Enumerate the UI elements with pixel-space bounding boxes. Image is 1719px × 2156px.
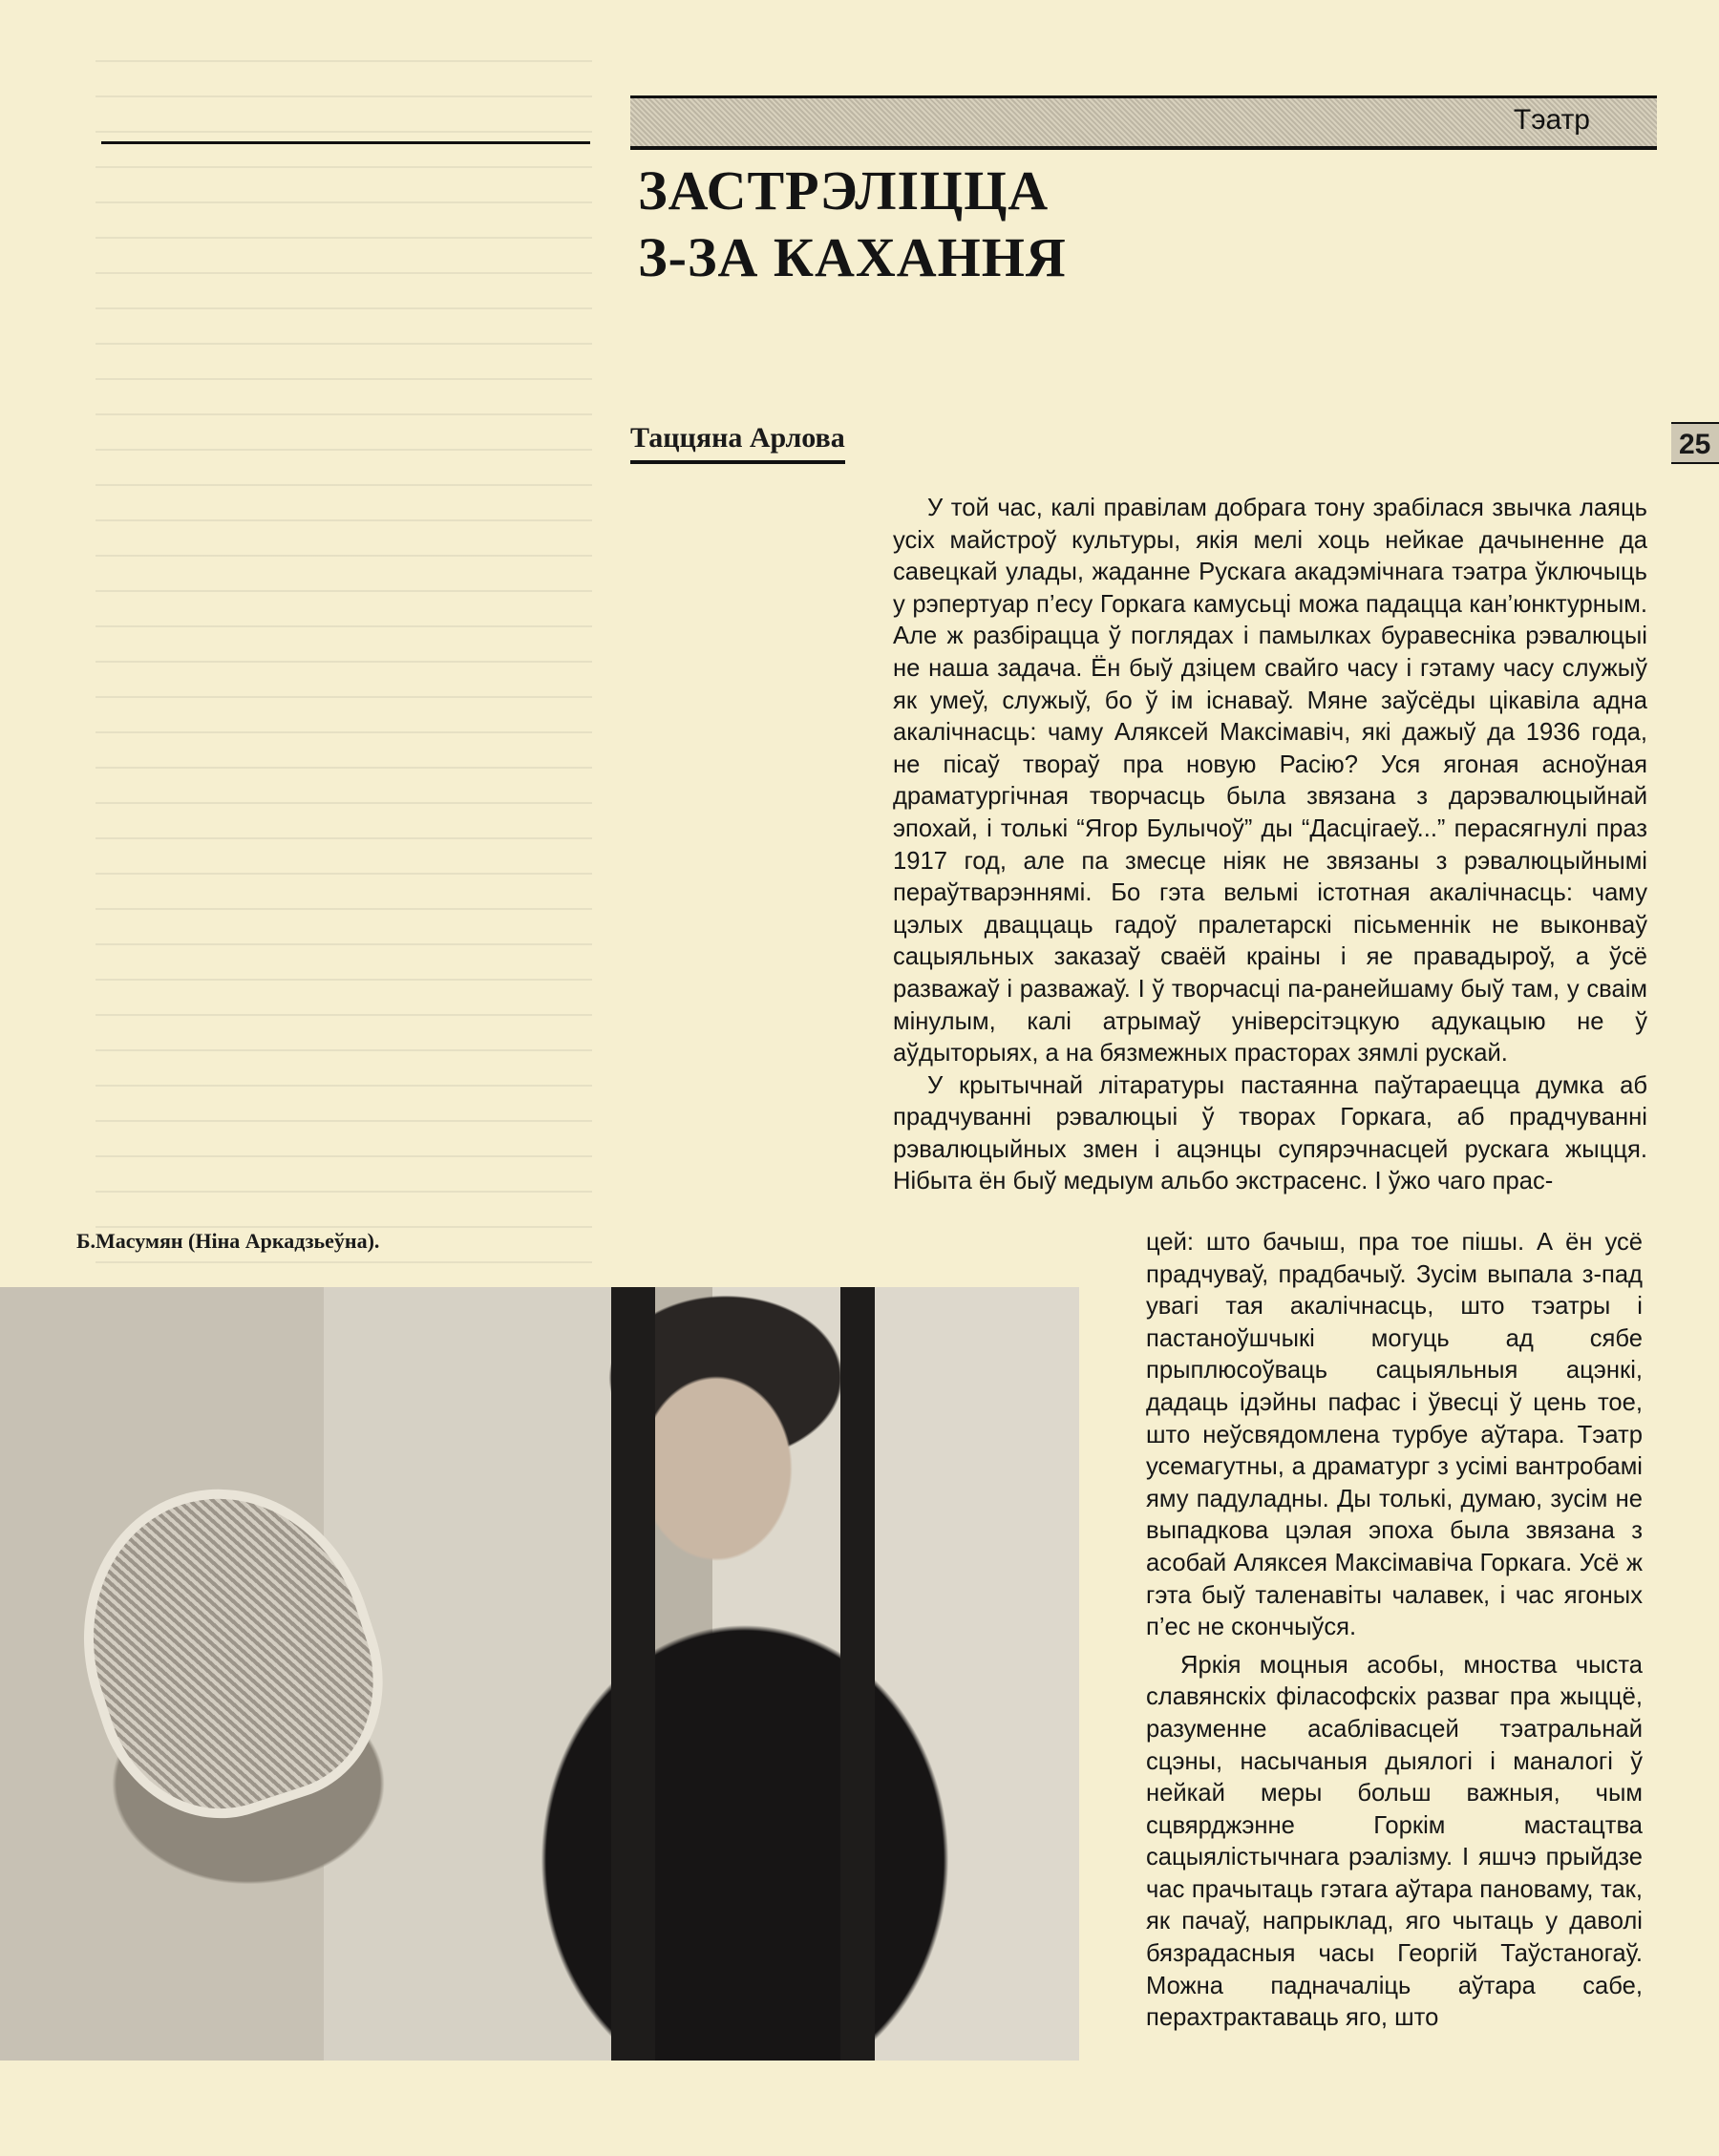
section-header-bar bbox=[630, 95, 1657, 150]
paragraph-2-continued: цей: што бачыш, пра тое пішы. А ён усё прадчуваў, прадбачыў. Зусім выпала з-пад увагі тая акалічнасць, што тэатры і пастаноўшчыкі могуць ад сябе прыплюсоўваць сацыяльныя ацэнкі, дадаць ідэйны пафас і ўвесці ў цень тое, што неўсвядомлена турбуе аўтара. Тэатр усемагутны, а драматург з усімі вантробамі яму падуладны. Ды толькі, думаю, зусім не выпадкова цэлая эпоха была звязана з асобай Аляксея Максімавіча Горкага. Усё ж гэта быў таленавіты чалавек, і час ягоных п’ес не скончыўся. bbox=[1146, 1229, 1643, 1641]
article-title-line-2: З-ЗА КАХАННЯ bbox=[638, 226, 1067, 288]
article-title-line-1: ЗАСТРЭЛІЦЦА bbox=[638, 159, 1050, 222]
photo-door-frame-right bbox=[840, 1287, 875, 2061]
paragraph-3: Яркія моцныя асобы, мноства чыста славянскіх філасофскіх разваг пра жыццё, разуменне асаблівасцей тэатральнай сцэны, насычаныя дыялогі і маналогі ў нейкай меры больш важныя, чым сцвярджэнне Горкім мастацтва сацыялістычнага рэалізму. І яшчэ прыйдзе час прачытаць гэтага аўтара пановаму, так, як пачаў, напрыклад, яго чытаць у даволі бязрадасныя часы Георгій Таўстаногаў. Можна падначаліць аўтара сабе, перахтрактаваць яго, што bbox=[1146, 1651, 1643, 2032]
photo-door-frame-left bbox=[611, 1287, 655, 2061]
paragraph-1: У той час, калі правілам добрага тону зрабілася звычка лаяць усіх майстроў культуры, якія мелі хоць нейкае дачыненне да савецкай улады, жаданне Рускага акадэмічнага тэатра ўключыць у рэпертуар п’есу Горкага камусьці можа падацца кан’юнктурным. Але ж разбірацца ў поглядах і памылках буравесніка рэвалюцыі не наша задача. Ён быў дзіцем свайго часу і гэтаму часу служыў як умеў, служыў, бо ў ім існаваў. Мяне заўсёды цікавіла адна акалічнасць: чаму Аляксей Максімавіч, які дажыў да 1936 года, не пісаў твораў пра новую Расію? Уся ягоная асноўная драматургічная творчасць была звязана з дарэвалюцыйнай эпохай, і толькі “Ягор Булычоў” ды “Дасцігаеў...” перасягнулі праз 1917 год, але па змесце ніяк не звязаны з рэвалюцыйнымі пераўтварэннямі. Бо гэта вельмі істотная акалічнасць: чаму цэлых дваццаць гадоў пралетарскі пісьменнік не выконваў сацыяльных заказаў сваёй краіны і яе правадыроў, а ўсё разважаў і разважаў. І ў творчасці па-ранейшаму быў там, у сваім мінулым, калі атрымаў універсітэцкую адукацыю не ў аўдыторыях, а на бязмежных прасторах зямлі рускай. bbox=[893, 495, 1647, 1067]
photo-caption: Б.Масумян (Ніна Аркадзьеўна). bbox=[76, 1229, 380, 1253]
paragraph-2-start: У крытычнай літаратуры пастаянна паўтараецца думка аб прадчуванні рэвалюцыі ў творах Горкага, аб прадчуванні рэвалюцыйных змен і ацэнцы супярэчнасцей рускага жыцця. Нібыта ён быў медыум альбо экстрасенс. І ўжо чаго прас- bbox=[893, 1071, 1647, 1195]
article-title bbox=[638, 158, 1211, 291]
section-label: Тэатр bbox=[1513, 104, 1590, 136]
article-column-narrow bbox=[1146, 1227, 1643, 2035]
article-column-main bbox=[893, 493, 1647, 1198]
actress-photo bbox=[0, 1287, 1079, 2061]
article-author: Таццяна Арлова bbox=[630, 422, 845, 464]
header-rule bbox=[101, 141, 590, 144]
photo-wicker-chair bbox=[43, 1451, 415, 1849]
bleed-through-text bbox=[96, 57, 592, 1299]
page-number: 25 bbox=[1671, 422, 1719, 464]
